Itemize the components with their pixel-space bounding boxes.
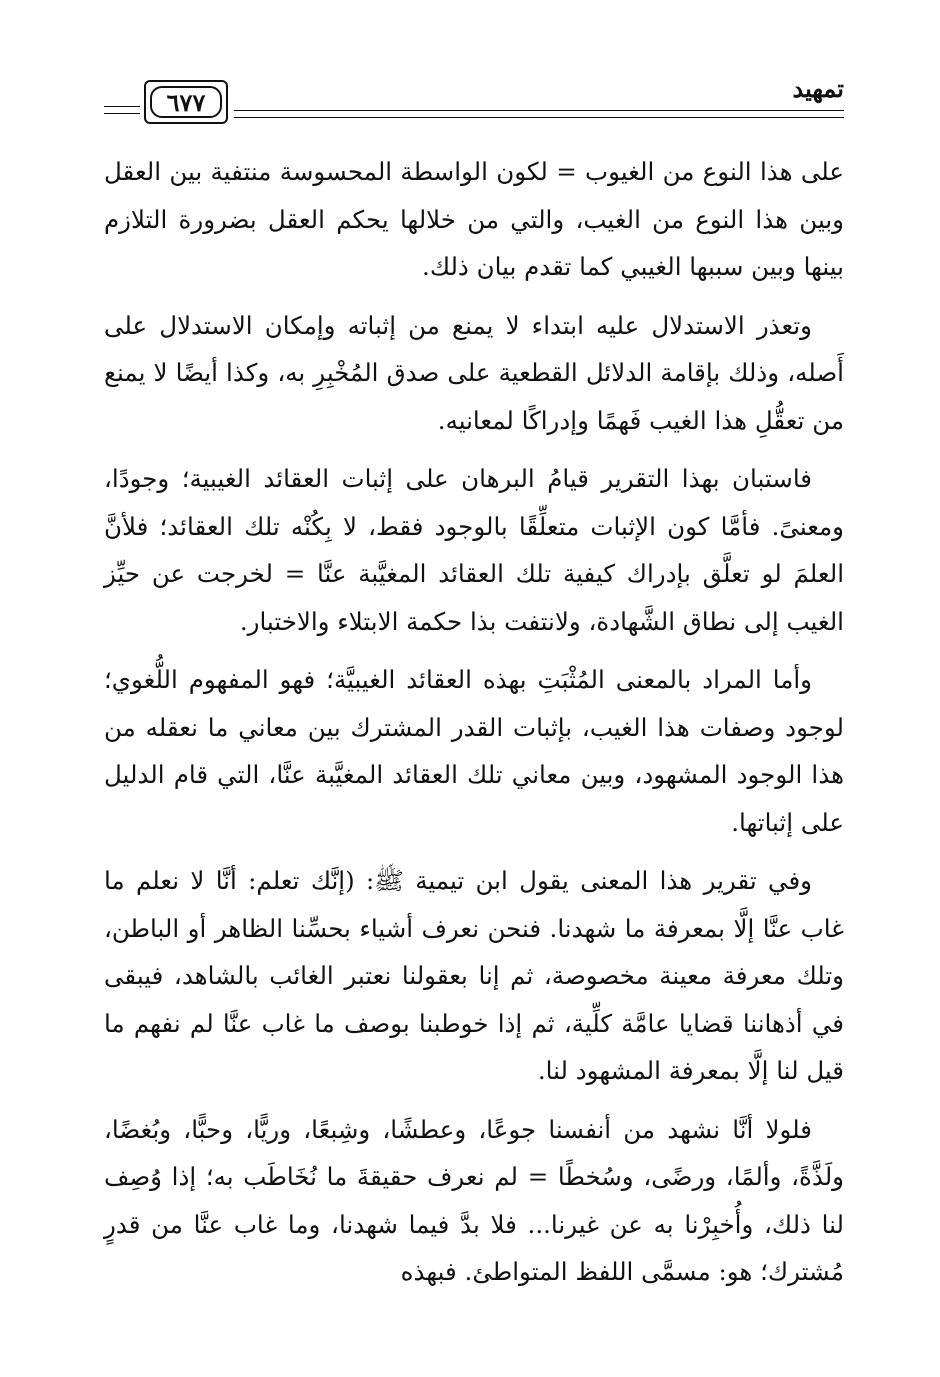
paragraph-4: وأما المراد بالمعنى المُثْبَتِ بهذه العقائد الغيبيَّة؛ فهو المفهوم اللُّغوي؛ لوجود وصفات هذا الغيب، بإثبات القدر المشترك بين معاني ما نعقله من هذا الوجود المشهود، وبين معاني تلك العقائد المغيَّبة عنَّا، التي قام الدليل على إثباتها. (104, 665, 844, 837)
page-number-frame (144, 80, 228, 124)
paragraph-1: على هذا النوع من الغيوب = لكون الواسطة المحسوسة منتفية بين العقل وبين هذا النوع من الغيب، والتي من خلالها يحكم العقل بضرورة التلازم بينها وبين سببها الغيبي كما تقدم بيان ذلك. (104, 157, 844, 281)
paragraph-3: فاستبان بهذا التقرير قيامُ البرهان على إثبات العقائد الغيبية؛ وجودًا، ومعنىً. فأمَّا كون الإثبات متعلِّقًا بالوجود فقط، لا بِكُنْه تلك العقائد؛ فلأنَّ العلمَ لو تعلَّق بإدراك كيفية تلك العقائد المغيَّبة عنَّا = لخرجت عن حيِّز الغيب إلى نطاق الشَّهادة، ولانتفت بذا حكمة الابتلاء والاختبار. (104, 464, 844, 636)
chapter-title: تمهيد (792, 74, 844, 103)
header-rule-left (104, 106, 140, 114)
page-number: ٦٧٧ (150, 86, 222, 118)
paragraph-5-quote: وفي تقرير هذا المعنى يقول ابن تيمية ﷺ: (إنَّك تعلم: أنَّا لا نعلم ما غاب عنَّا إلَّا بمعرفة ما شهدنا. فنحن نعرف أشياء بحسِّنا الظاهر أو الباطن، وتلك معرفة معينة مخصوصة، ثم إنا بعقولنا نعتبر الغائب بالشاهد، فيبقى في أذهاننا قضايا عامَّة كلِّية، ثم إذا خوطبنا بوصف ما غاب عنَّا لم نفهم ما قيل لنا إلَّا بمعرفة المشهود لنا. (104, 866, 844, 1085)
header-rule-right (234, 110, 844, 118)
page-header (104, 72, 844, 132)
paragraph-6: فلولا أنَّا نشهد من أنفسنا جوعًا، وعطشًا، وشِبعًا، وريًّا، وحبًّا، وبُغضًا، ولَذَّةً، وألمًا، ورضًى، وسُخطًا = لم نعرف حقيقةَ ما نُخَاطَب به؛ إذا وُصِف لنا ذلك، وأُخبِرْنا به عن غيرنا... فلا بدَّ فيما شهدنا، وما غاب عنَّا من قدرٍ مُشترك؛ هو: مسمَّى اللفظ المتواطئ. فبهذه (104, 1114, 844, 1286)
body-text (104, 148, 844, 1307)
paragraph-2: وتعذر الاستدلال عليه ابتداء لا يمنع من إثباته وإمكان الاستدلال على أَصله، وذلك بإقامة الدلائل القطعية على صدق المُخْبِرِ به، وكذا أيضًا لا يمنع من تعقُّلِ هذا الغيب فَهمًا وإدراكًا لمعانيه. (104, 310, 844, 435)
